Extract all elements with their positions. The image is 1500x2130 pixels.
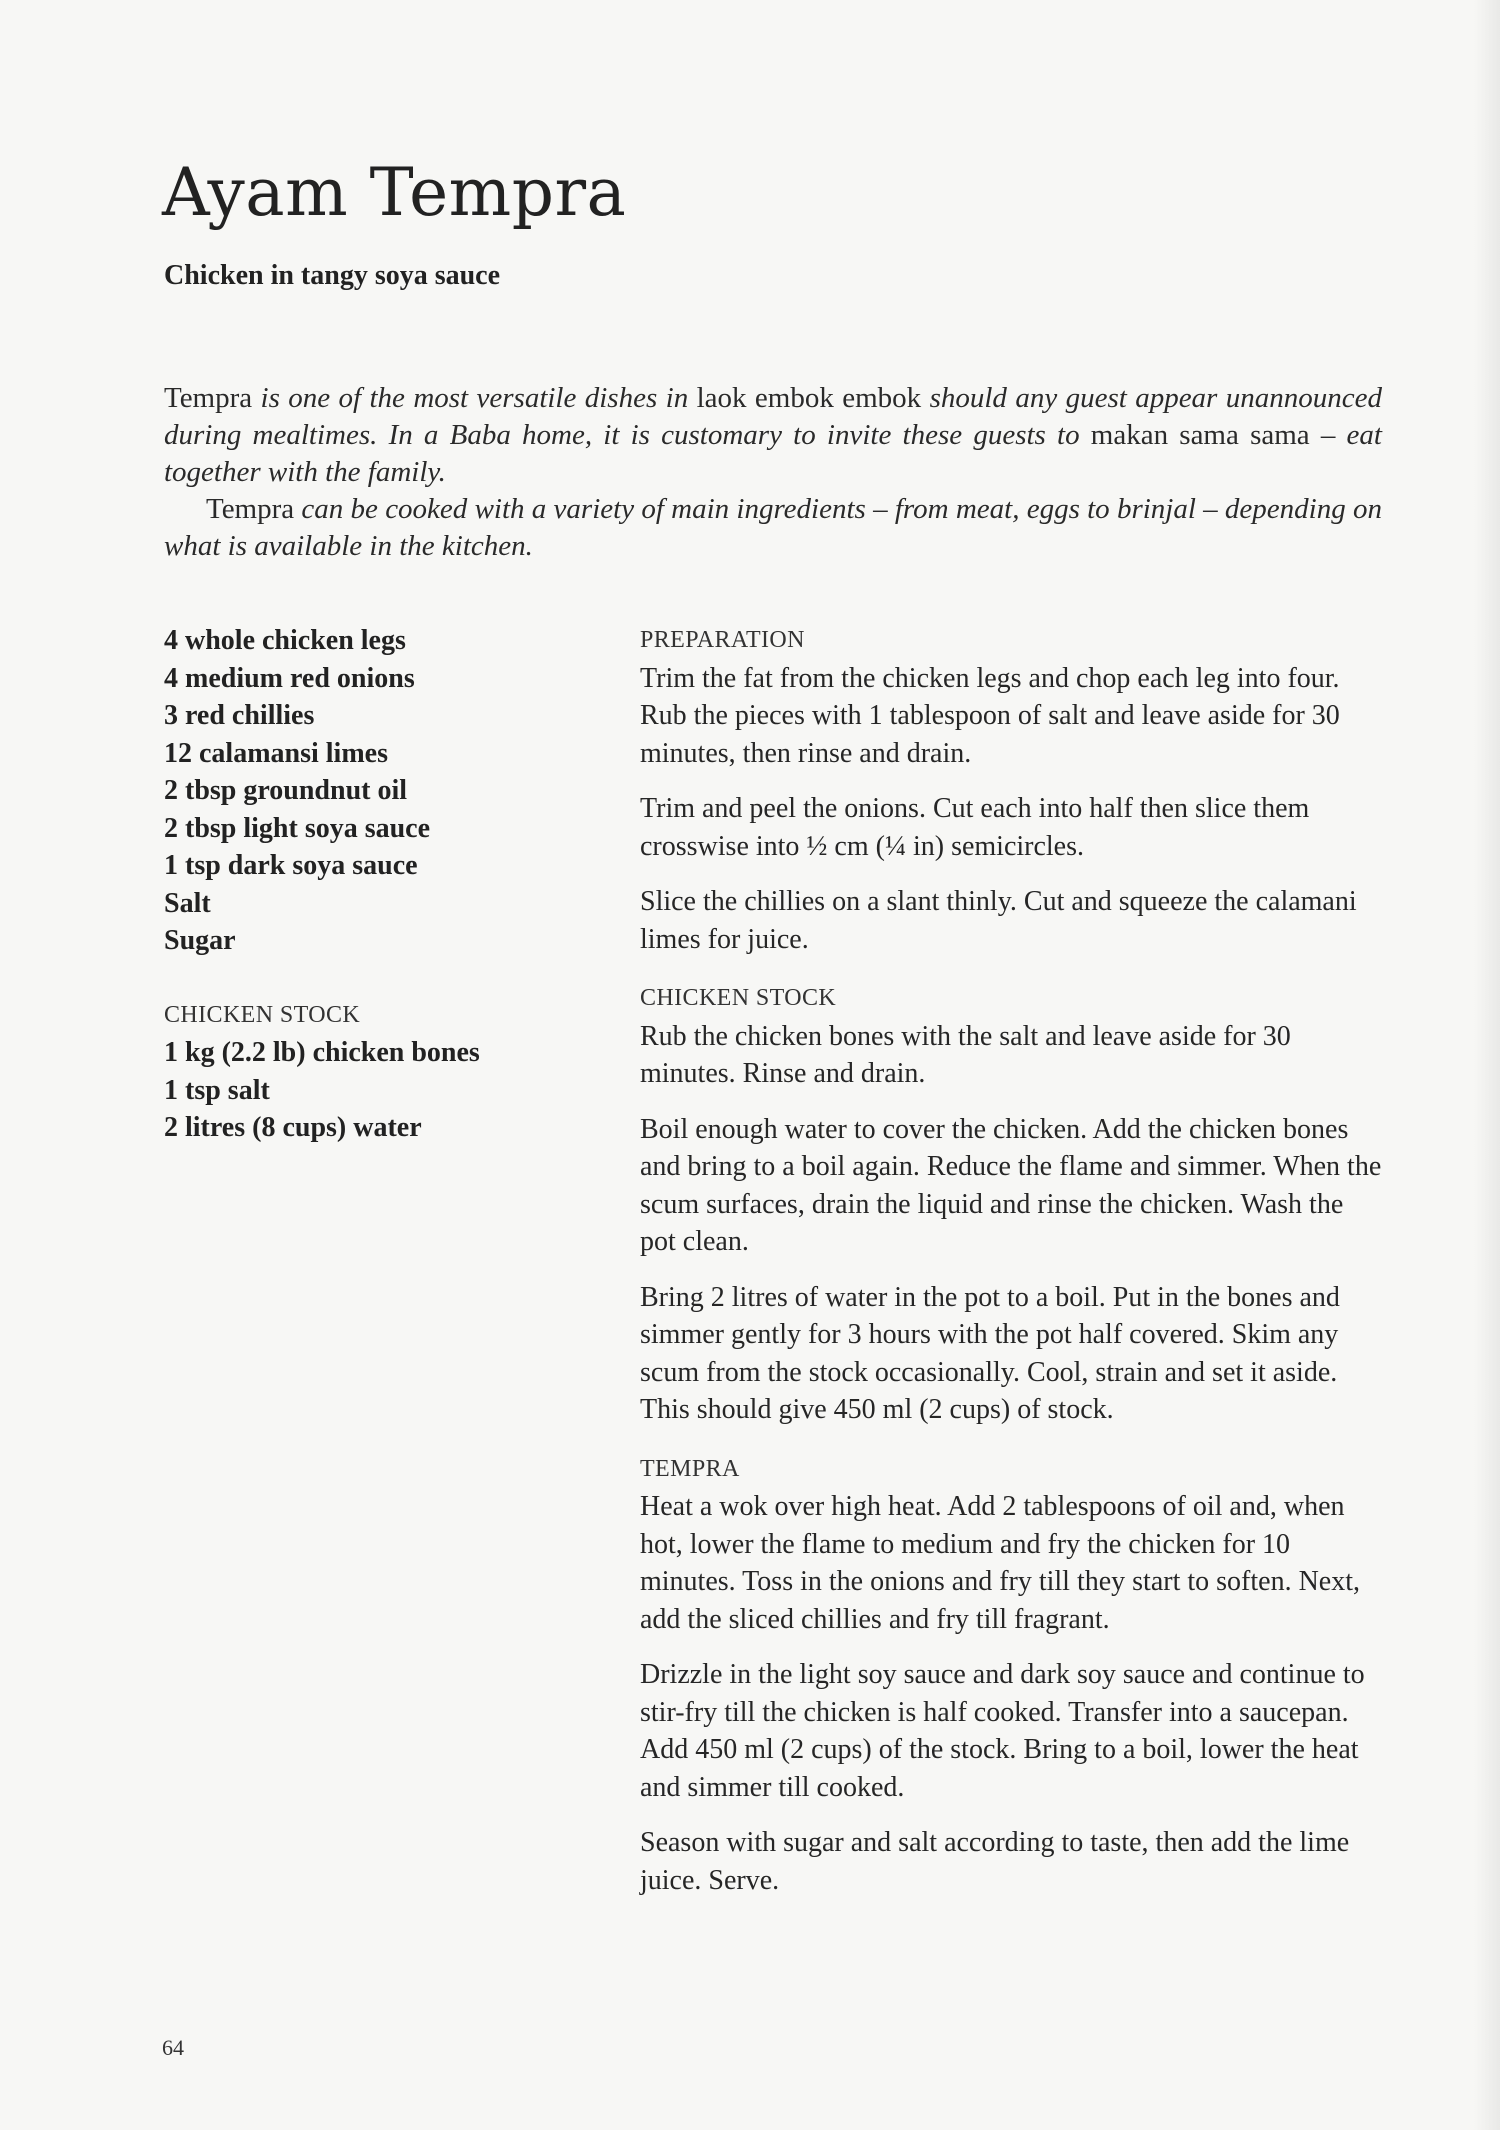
ingredients-column — [164, 622, 584, 1147]
stock-heading: CHICKEN STOCK — [640, 985, 837, 1011]
preparation-heading: PREPARATION — [640, 627, 805, 653]
intro-paragraph-2 — [164, 491, 1382, 565]
method-paragraph: Drizzle in the light soy sauce and dark soy sauce and continue to stir-fry till the chicken is half cooked. Transfer into a saucepan. Add 450 ml (2 cups) of the stock. Bring to a boil, lower the heat and simmer till cooked. — [640, 1659, 1365, 1803]
intro-span: – eat together with the family. — [164, 419, 1382, 488]
intro-span: makan sama sama — [1090, 419, 1310, 451]
method-paragraph: Trim and peel the onions. Cut each into half then slice them crosswise into ½ cm (¼ in) semicircles. — [640, 793, 1310, 862]
recipe-subtitle: Chicken in tangy soya sauce — [164, 260, 501, 291]
intro-span: Tempra — [206, 493, 295, 525]
ingredient-list — [164, 622, 584, 960]
stock-section — [640, 980, 1385, 1429]
ingredient-item: 1 tsp salt — [164, 1074, 270, 1106]
ingredient-item: 2 tbsp light soya sauce — [164, 812, 431, 844]
ingredient-item: 4 whole chicken legs — [164, 625, 406, 656]
intro-span: is one of the most versatile dishes in — [252, 382, 697, 414]
ingredient-item: 3 red chillies — [164, 700, 315, 731]
ingredient-item: Salt — [164, 887, 211, 919]
method-paragraph: Slice the chillies on a slant thinly. Cut and squeeze the calamani limes for juice. — [640, 886, 1357, 955]
stock-ingredient-list — [164, 997, 584, 1147]
method-paragraph: Trim the fat from the chicken legs and chop each leg into four. Rub the pieces with 1 tablespoon of salt and leave aside for 30 minutes, then rinse and drain. — [640, 662, 1340, 769]
ingredient-item: 1 tsp dark soya sauce — [164, 850, 418, 881]
ingredient-item: 4 medium red onions — [164, 662, 415, 694]
tempra-section — [640, 1451, 1385, 1900]
recipe-title: Ayam Tempra — [162, 154, 627, 231]
method-column — [640, 622, 1385, 1921]
method-paragraph: Bring 2 litres of water in the pot to a boil. Put in the bones and simmer gently for 3 hours with the pot half covered. Skim any scum from the stock occasionally. Cool, strain and set it aside. This should give 450 ml (2 cups) of stock. — [640, 1281, 1340, 1425]
intro-paragraph-1 — [164, 380, 1382, 491]
tempra-heading: TEMPRA — [640, 1455, 740, 1482]
method-paragraph: Season with sugar and salt according to taste, then add the lime juice. Serve. — [640, 1827, 1350, 1896]
method-paragraph: Heat a wok over high heat. Add 2 tablespoons of oil and, when hot, lower the flame to medium and fry the chicken for 10 minutes. Toss in the onions and fry till they start to soften. Next, add the sliced chillies and fry till fragrant. — [640, 1491, 1361, 1635]
page-edge-shadow — [1474, 0, 1500, 2130]
method-paragraph: Rub the chicken bones with the salt and leave aside for 30 minutes. Rinse and drain. — [640, 1020, 1291, 1089]
ingredient-item: 1 kg (2.2 lb) chicken bones — [164, 1037, 480, 1068]
preparation-section — [640, 622, 1385, 958]
ingredient-item: Sugar — [164, 925, 236, 956]
stock-ingredients-heading: CHICKEN STOCK — [164, 1001, 361, 1028]
ingredient-item: 12 calamansi limes — [164, 737, 388, 769]
intro-span: Tempra — [164, 382, 253, 414]
ingredient-item: 2 litres (8 cups) water — [164, 1112, 422, 1143]
intro-span: should any guest appear unannounced during mealtimes. In a Baba home, it is customary to invite these guests to — [164, 382, 1382, 451]
intro — [164, 380, 1382, 565]
intro-span: can be cooked with a variety of main ingredients – from meat, eggs to brinjal – depending on what is available in the kitchen. — [164, 493, 1382, 562]
ingredient-item: 2 tbsp groundnut oil — [164, 775, 408, 806]
page-number: 64 — [162, 2035, 184, 2060]
intro-span: laok embok embok — [696, 382, 922, 414]
method-paragraph: Boil enough water to cover the chicken. Add the chicken bones and bring to a boil again. Reduce the flame and simmer. When the scum surfaces, drain the liquid and rinse the chicken. Wash the pot clean. — [640, 1113, 1382, 1257]
